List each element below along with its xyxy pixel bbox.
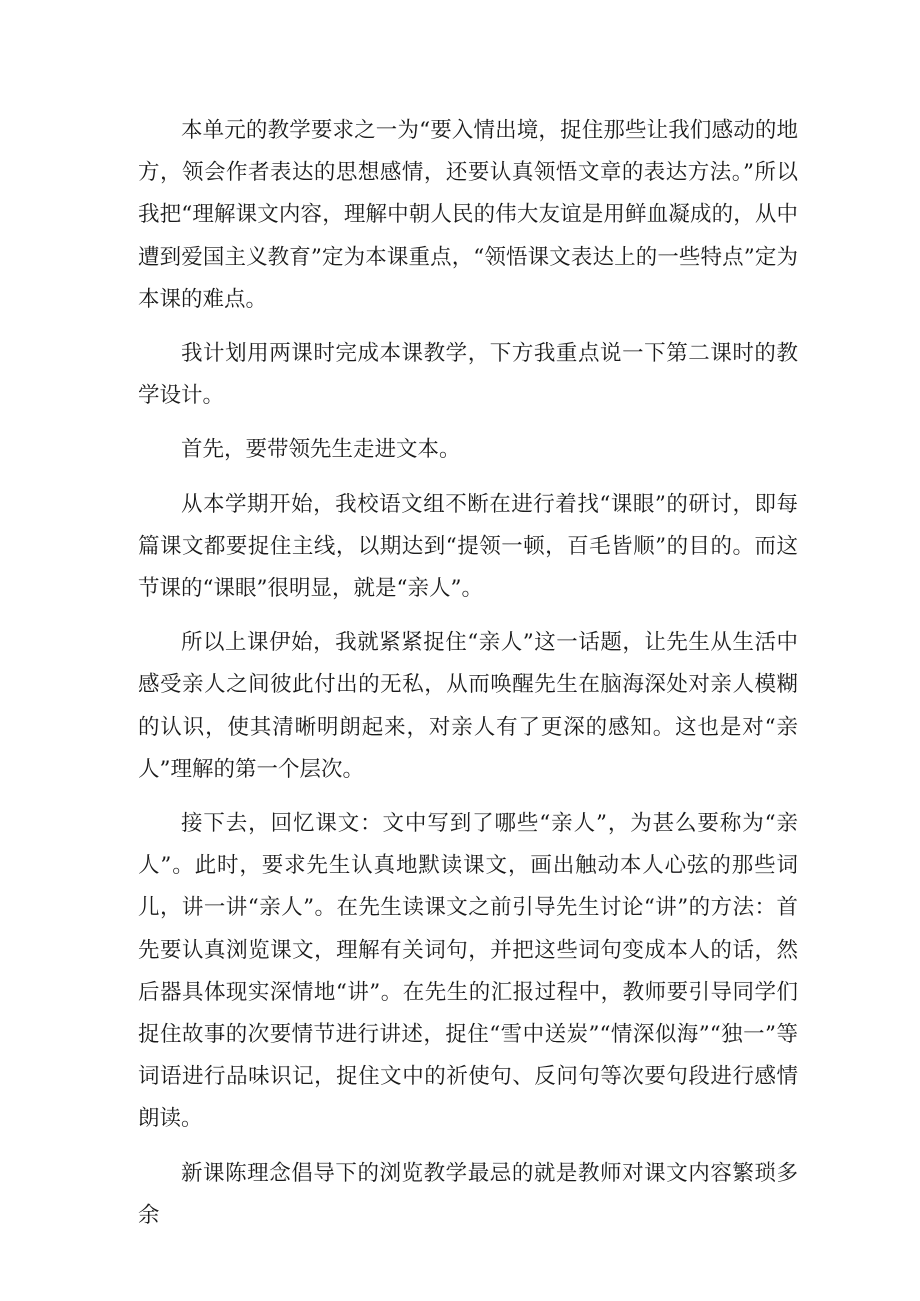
document-body	[138, 110, 798, 1249]
paragraph-lesson-plan: 我计划用两课时完成本课教学，下方我重点说一下第二课时的教学设计。	[138, 341, 798, 409]
paragraph-teaching-goals: 本单元的教学要求之一为“要入情出境，捉住那些让我们感动的地方，领会作者表达的思想感情，还要认真领悟文章的表达方法。”所以我把“理解课文内容，理解中朝人民的伟大友谊是用鲜血凝成的，从中遭到爱国主义教育”定为本课重点，“领悟课文表达上的一些特点”定为本课的难点。	[138, 118, 798, 312]
paragraph-text-review: 接下去，回忆课文：文中写到了哪些“亲人”，为甚么要称为“亲人”。此时，要求先生认真地默读课文，画出触动本人心弦的那些词儿，讲一讲“亲人”。在先生读课文之前引导先生讨论“讲”的方法：首先要认真浏览课文，理解有关词句，并把这些词句变成本人的话，然后器具体现实深情地“讲”。在先生的汇报过程中，教师要引导同学们捉住故事的次要情节进行讲述，捉住“雪中送炭”“情深似海”“独一”等词语进行品味识记，捉住文中的祈使句、反问句等次要句段进行感情朗读。	[138, 811, 798, 1132]
paragraph-new-curriculum: 新课陈理念倡导下的浏览教学最忌的就是教师对课文内容繁琐多余	[138, 1160, 798, 1228]
paragraph-class-opening: 所以上课伊始，我就紧紧捉住“亲人”这一话题，让先生从生活中感受亲人之间彼此付出的无私，从而唤醒先生在脑海深处对亲人模糊的认识，使其清晰明朗起来，对亲人有了更深的感知。这也是对“亲人”理解的第一个层次。	[138, 630, 798, 782]
paragraph-first-step: 首先，要带领先生走进文本。	[181, 437, 461, 463]
paragraph-lesson-eye: 从本学期开始，我校语文组不断在进行着找“课眼”的研讨，即每篇课文都要捉住主线，以期达到“提领一顿，百毛皆顺”的目的。而这节课的“课眼”很明显，就是“亲人”。	[138, 491, 798, 602]
